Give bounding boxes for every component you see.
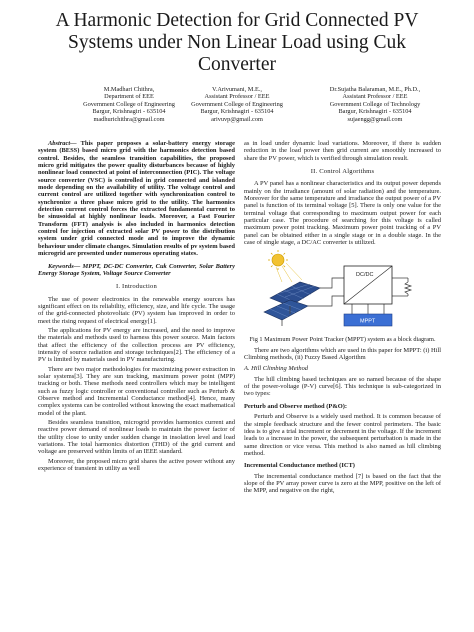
- mppt-controller-block: [344, 314, 392, 326]
- paragraph: There are two algorithms which are used in this paper for MPPT: (i) Hill Climbing methods, (ii) Fuzzy Based Algorithm: [244, 346, 441, 362]
- author-1: [74, 86, 184, 123]
- abstract: [38, 140, 235, 258]
- author-role: Assistant Professor / EEE: [204, 93, 270, 101]
- author-email: madhurichithra@gmail.com: [93, 115, 165, 123]
- author-org: Government College of Technology: [329, 100, 421, 108]
- author-role: Assistant Professor / EEE: [342, 93, 408, 101]
- method-heading-po: Perturb and Observe method (P&O):: [244, 402, 347, 410]
- paragraph: The applications for PV energy are increased, and the need to improve the materials and methods used to harness this power source. Main factors that affect the efficiency of the collection process are PV efficiency, intensity of source radiation and storage techniques[2]. The efficiency of a PV is limited by materials used in PV manufacturing.: [38, 326, 235, 364]
- title-line-1: A Harmonic Detection for Grid Connected PV: [55, 10, 419, 31]
- author-address: Bargur, Krishnagiri - 635104: [92, 108, 166, 116]
- title-line-3: Converter: [198, 54, 276, 75]
- author-org: Government College of Engineering: [191, 100, 283, 108]
- mppt-label: MPPT: [360, 318, 376, 325]
- author-email: arivuvp@gmail.com: [211, 115, 263, 123]
- paragraph: There are two major methodologies for maximizing power extraction in solar systems[3]. They are sun tracking, maximum power point (MPP) tracking or both. These methods need controllers which may be intelligent such as fuzzy logic controller or conventional controller such as Perturb & Observe method and Incremental Conductance method[4]. Hence, many complex systems can be controlled without knowing the exact mathematical model of the plant.: [38, 365, 235, 417]
- author-name: M.Madhari Chithra,: [103, 86, 155, 93]
- section-heading-control-algorithms: II. Control Algorithms: [310, 168, 375, 176]
- author-3: [310, 86, 440, 123]
- section-heading-introduction: I. Introduction: [115, 283, 158, 291]
- author-name: V.Arivumani, M.E.,: [212, 86, 262, 93]
- keywords: Keywords— MPPT, DC-DC Converter, Cuk Converter, Solar Battery Energy Storage System, Voltage Source Converter: [38, 262, 235, 277]
- author-address: Bargur, Krishnagiri - 635104: [200, 108, 274, 116]
- paragraph: Besides seamless transition, microgrid provides harmonics current and reactive power demand of nonlinear loads to maintain the power factor of the utility close to unity under sudden change in insolation level and load variations. The total harmonics distortion (THD) of the grid current and voltage are preserved within limits of an IEEE standard.: [38, 419, 235, 456]
- author-address: Bargur, Krishnagiri - 635104: [338, 108, 412, 116]
- abstract-text: This paper proposes a solar-battery energy storage system (BESS) based micro grid with the harmonics detection based control. Besides, the seamless transition capabilities, the proposed micro grid mitigates the power quality disturbances because of highly nonlinear load connected at point of interconnection (PIC). The voltage source converter (VSC) is controlled in grid connected and islanded mode depending on the availability of utility. The voltage control and current control are utilized together with synchronization control to synchronize a three phase micro grid to the utility. The harmonics detection current control forces the extracted fundamental current to be sinusoidal at highly nonlinear loads. Moreover, a Fast Fourier Transform (FFT) analysis is also included in harmonics detection control for injection of extracted solar PV power to the distribution system under grid connected mode and to improve the dynamic behaviour under climate changes. Simulation results of pv system based microgrid are presented under numerous operating states.: [38, 140, 235, 258]
- left-column: [38, 140, 235, 474]
- title-line-2: Systems under Non Linear Load using Cuk: [68, 32, 406, 53]
- right-column: [244, 140, 441, 497]
- subsection-heading: A. Hill Climbing Method: [244, 365, 309, 373]
- paragraph: The incremental conductance method [7] is based on the fact that the slope of the PV array power curve is zero at the MPP, positive on the left of the MPP, and negative on the right,: [244, 472, 441, 495]
- converter-label: DC/DC: [356, 272, 374, 279]
- paper-title: [0, 10, 474, 76]
- dc-dc-converter-block: [344, 266, 392, 304]
- author-role: Department of EEE: [104, 93, 154, 101]
- author-org: Government College of Engineering: [83, 100, 175, 108]
- author-2: [182, 86, 292, 123]
- paragraph: as in load under dynamic load variations. Moreover, if there is sudden reduction in the load power then grid current are smoothly increased to share the PV power, which is verified through simulation result.: [244, 140, 441, 162]
- mppt-diagram-svg: [244, 248, 441, 334]
- paragraph: The hill climbing based techniques are so named because of the shape of the power-voltage (P-V) curve[6]. This technique is sub-categorized in two types:: [244, 375, 441, 398]
- figure-caption: Fig 1 Maximum Power Point Tracker (MPPT) system as a block diagram.: [249, 336, 436, 344]
- author-name: Dr.Sujatha Balaraman, M.E., Ph.D.,: [329, 86, 421, 93]
- paragraph: A PV panel has a nonlinear characteristics and its output power depends mainly on the irradiance (amount of solar radiation) and the temperature. Moreover for the same temperature and irradiance the output power of a PV panel is function of its terminal voltage [5]. There is only one value for the terminal voltage that corresponding to maximum output power for each particular case. The procedure of searching for this voltage is called maximum power point tracking. Maximum power point tracking of a PV panel can be obtained either in a single stage or in a double stage. In the case of single stage, a DC/AC converter is utilized.: [244, 180, 441, 247]
- paragraph: The use of power electronics in the renewable energy sources has significant effect on its reliability, efficiency, size, and life cycle. The usage of the grid-connected photovoltaic (PV) system has improved in order to meet the rising request of electrical energy[1].: [38, 295, 235, 325]
- abstract-label: Abstract—: [48, 140, 77, 147]
- paragraph: Perturb and Observe is a widely used method. It is common because of the simple feedback structure and the fewer control perimeters. The basic idea is to give a trial increment or decrement in the voltage. If the increment leads to a increase in the power, the subsequent perturbation is made in the same direction or vice versa. This method is also named as hill climbing method.: [244, 413, 441, 457]
- solar-panel-icon: [264, 282, 320, 326]
- load-resistor-icon: [405, 278, 411, 296]
- author-email: sujaengg@gmail.com: [347, 115, 403, 123]
- sun-icon: [268, 250, 302, 282]
- mppt-block-diagram: [244, 248, 441, 334]
- method-heading-ict: Incremental Conductance method (ICT): [244, 462, 355, 470]
- paragraph: Moreover, the proposed micro grid shares the active power without any experience of transient in utility as well: [38, 457, 235, 473]
- author-block: [0, 86, 474, 136]
